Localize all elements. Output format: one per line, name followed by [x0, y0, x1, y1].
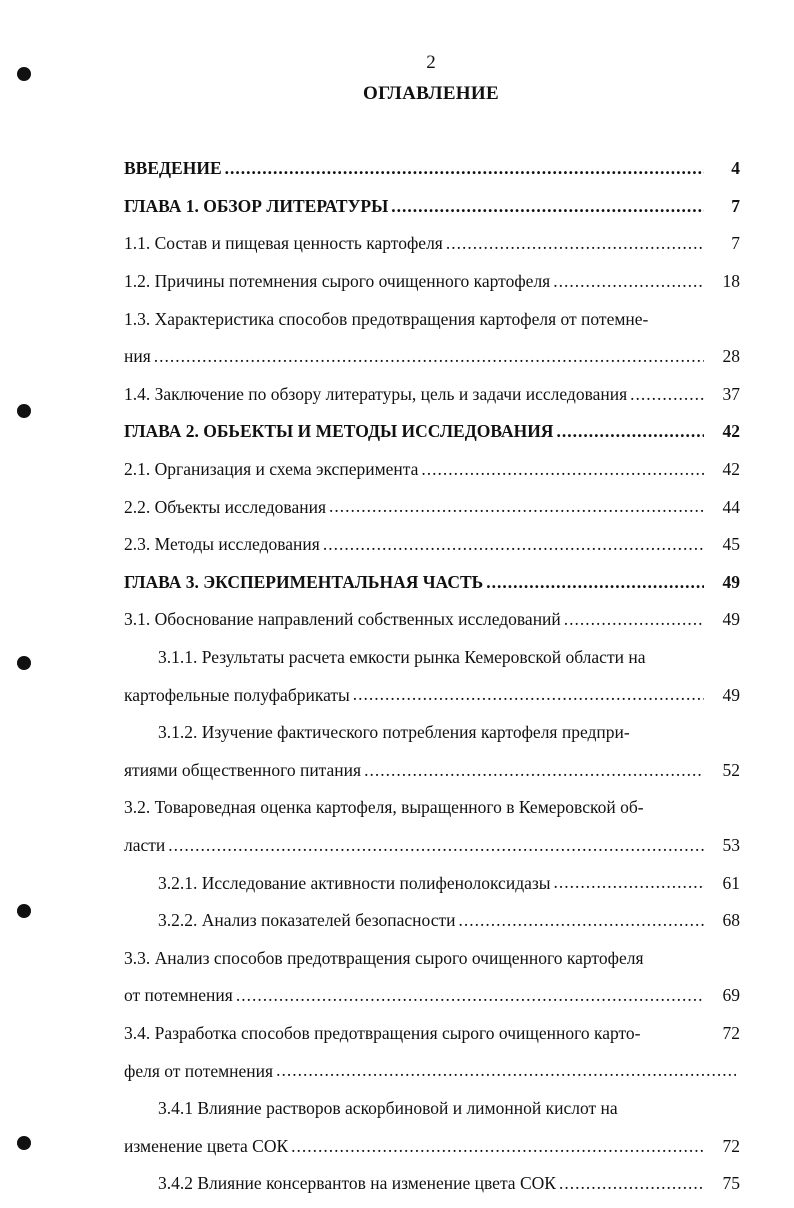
toc-entry-page: 69: [722, 985, 740, 1006]
toc-entry[interactable]: [124, 150, 740, 188]
toc-entry-text: ния: [124, 346, 151, 367]
toc-entry-page: 72: [722, 1022, 740, 1043]
dot-leader: [556, 423, 704, 451]
toc-entry-text: 3.3. Анализ способов предотвращения сырого очищенного картофеля: [124, 947, 644, 968]
toc-entry[interactable]: [124, 939, 740, 977]
toc-entry-page: 7: [731, 233, 740, 254]
toc-entry[interactable]: [124, 1052, 740, 1090]
dot-leader: [329, 498, 704, 526]
dot-leader: [553, 273, 704, 301]
dot-leader: [168, 837, 704, 865]
toc-entry-page: 49: [722, 609, 740, 630]
toc-entry[interactable]: [124, 338, 740, 376]
dot-leader: [564, 611, 704, 639]
binder-hole-1: [17, 67, 31, 81]
binder-hole-4: [17, 904, 31, 918]
toc-entry[interactable]: [124, 714, 740, 752]
toc-entry-text: 2.3. Методы исследования: [124, 534, 320, 555]
toc-entry[interactable]: [124, 752, 740, 790]
toc-entry-page: 42: [722, 421, 740, 442]
dot-leader: [323, 536, 704, 564]
toc-entry-page: 45: [722, 534, 740, 555]
toc-entry[interactable]: [124, 827, 740, 865]
toc-entry-text: ВВЕДЕНИЕ: [124, 158, 222, 179]
dot-leader: [154, 348, 704, 376]
toc-entry-text: 3.2. Товароведная оценка картофеля, выращенного в Кемеровской об-: [124, 797, 644, 818]
toc-entry-text: ГЛАВА 1. ОБЗОР ЛИТЕРАТУРЫ: [124, 195, 389, 216]
toc-entry[interactable]: [124, 451, 740, 489]
toc-entry-text: 1.2. Причины потемнения сырого очищенного картофеля: [124, 271, 551, 292]
toc-entry-page: 68: [722, 910, 740, 931]
toc-entry[interactable]: [124, 902, 740, 940]
dot-leader: [554, 874, 704, 902]
toc-entry-page: 49: [722, 571, 740, 592]
dot-leader: [459, 912, 704, 940]
toc-entry[interactable]: [124, 376, 740, 414]
toc-entry[interactable]: [124, 488, 740, 526]
dot-leader: [364, 762, 704, 790]
toc-entry-text: 3.4. Разработка способов предотвращения сырого очищенного карто-: [124, 1022, 641, 1043]
toc-entry[interactable]: [124, 977, 740, 1015]
page-title: ОГЛАВЛЕНИЕ: [363, 83, 499, 104]
toc-entry[interactable]: [124, 1127, 740, 1165]
toc-entry[interactable]: [124, 864, 740, 902]
toc-entry-page: 4: [731, 158, 740, 179]
binder-hole-3: [17, 656, 31, 670]
toc-entry[interactable]: [124, 601, 740, 639]
dot-leader: [446, 235, 704, 263]
toc-entry-page: 37: [722, 383, 740, 404]
toc-entry-text: ГЛАВА 3. ЭКСПЕРИМЕНТАЛЬНАЯ ЧАСТЬ: [124, 571, 484, 592]
toc-entry-page: 61: [722, 872, 740, 893]
toc-entry-text: 3.1.2. Изучение фактического потребления картофеля предпри-: [158, 722, 630, 743]
table-of-contents: [124, 150, 740, 1203]
toc-entry-page: 42: [722, 459, 740, 480]
toc-entry[interactable]: [124, 263, 740, 301]
toc-entry-text: 3.4.1 Влияние растворов аскорбиновой и лимонной кислот на: [158, 1098, 618, 1119]
dot-leader: [421, 461, 704, 489]
dot-leader: [276, 1062, 736, 1090]
toc-entry-text: от потемнения: [124, 985, 233, 1006]
toc-entry-page: 53: [722, 834, 740, 855]
toc-entry-text: 3.2.2. Анализ показателей безопасности: [158, 910, 456, 931]
toc-entry[interactable]: [124, 1090, 740, 1128]
toc-entry[interactable]: [124, 413, 740, 451]
toc-entry-page: 49: [722, 684, 740, 705]
toc-entry-text: ятиями общественного питания: [124, 759, 362, 780]
toc-entry-page: 18: [722, 271, 740, 292]
toc-entry-text: 2.2. Объекты исследования: [124, 496, 327, 517]
toc-entry-text: 1.3. Характеристика способов предотвращения картофеля от потемне-: [124, 308, 649, 329]
toc-entry[interactable]: [124, 564, 740, 602]
binder-hole-2: [17, 404, 31, 418]
toc-entry-page: 72: [722, 1135, 740, 1156]
toc-entry[interactable]: [124, 188, 740, 226]
binder-hole-5: [17, 1136, 31, 1150]
toc-entry-text: феля от потемнения: [124, 1060, 274, 1081]
toc-entry-page: 7: [731, 195, 740, 216]
toc-entry-text: ласти: [124, 834, 166, 855]
toc-entry-text: картофельные полуфабрикаты: [124, 684, 350, 705]
dot-leader: [236, 987, 704, 1015]
toc-entry-page: 52: [722, 759, 740, 780]
toc-entry-text: 2.1. Организация и схема эксперимента: [124, 459, 419, 480]
dot-leader: [630, 386, 704, 414]
toc-entry-text: 3.4.2 Влияние консервантов на изменение цвета СОК: [158, 1173, 556, 1194]
toc-entry-page: 44: [722, 496, 740, 517]
toc-entry[interactable]: [124, 1015, 740, 1053]
page-number: 2: [426, 52, 436, 73]
toc-entry-text: изменение цвета СОК: [124, 1135, 289, 1156]
dot-leader: [225, 160, 704, 188]
toc-entry[interactable]: [124, 526, 740, 564]
toc-entry-text: 3.1.1. Результаты расчета емкости рынка Кемеровской области на: [158, 647, 646, 668]
toc-entry-page: 28: [722, 346, 740, 367]
toc-entry[interactable]: [124, 300, 740, 338]
toc-entry[interactable]: [124, 1165, 740, 1203]
toc-entry-page: 75: [722, 1173, 740, 1194]
toc-entry[interactable]: [124, 639, 740, 677]
toc-entry-text: 3.1. Обоснование направлений собственных исследований: [124, 609, 561, 630]
toc-entry[interactable]: [124, 225, 740, 263]
dot-leader: [353, 686, 704, 714]
toc-entry[interactable]: [124, 789, 740, 827]
toc-entry-text: 1.1. Состав и пищевая ценность картофеля: [124, 233, 443, 254]
toc-entry-text: 3.2.1. Исследование активности полифенолоксидазы: [158, 872, 551, 893]
dot-leader: [391, 198, 704, 226]
toc-entry-text: 1.4. Заключение по обзору литературы, цель и задачи исследования: [124, 383, 628, 404]
dot-leader: [486, 574, 704, 602]
toc-entry[interactable]: [124, 676, 740, 714]
dot-leader: [291, 1138, 704, 1166]
dot-leader: [559, 1175, 704, 1203]
toc-entry-text: ГЛАВА 2. ОБЬЕКТЫ И МЕТОДЫ ИССЛЕДОВАНИЯ: [124, 421, 554, 442]
